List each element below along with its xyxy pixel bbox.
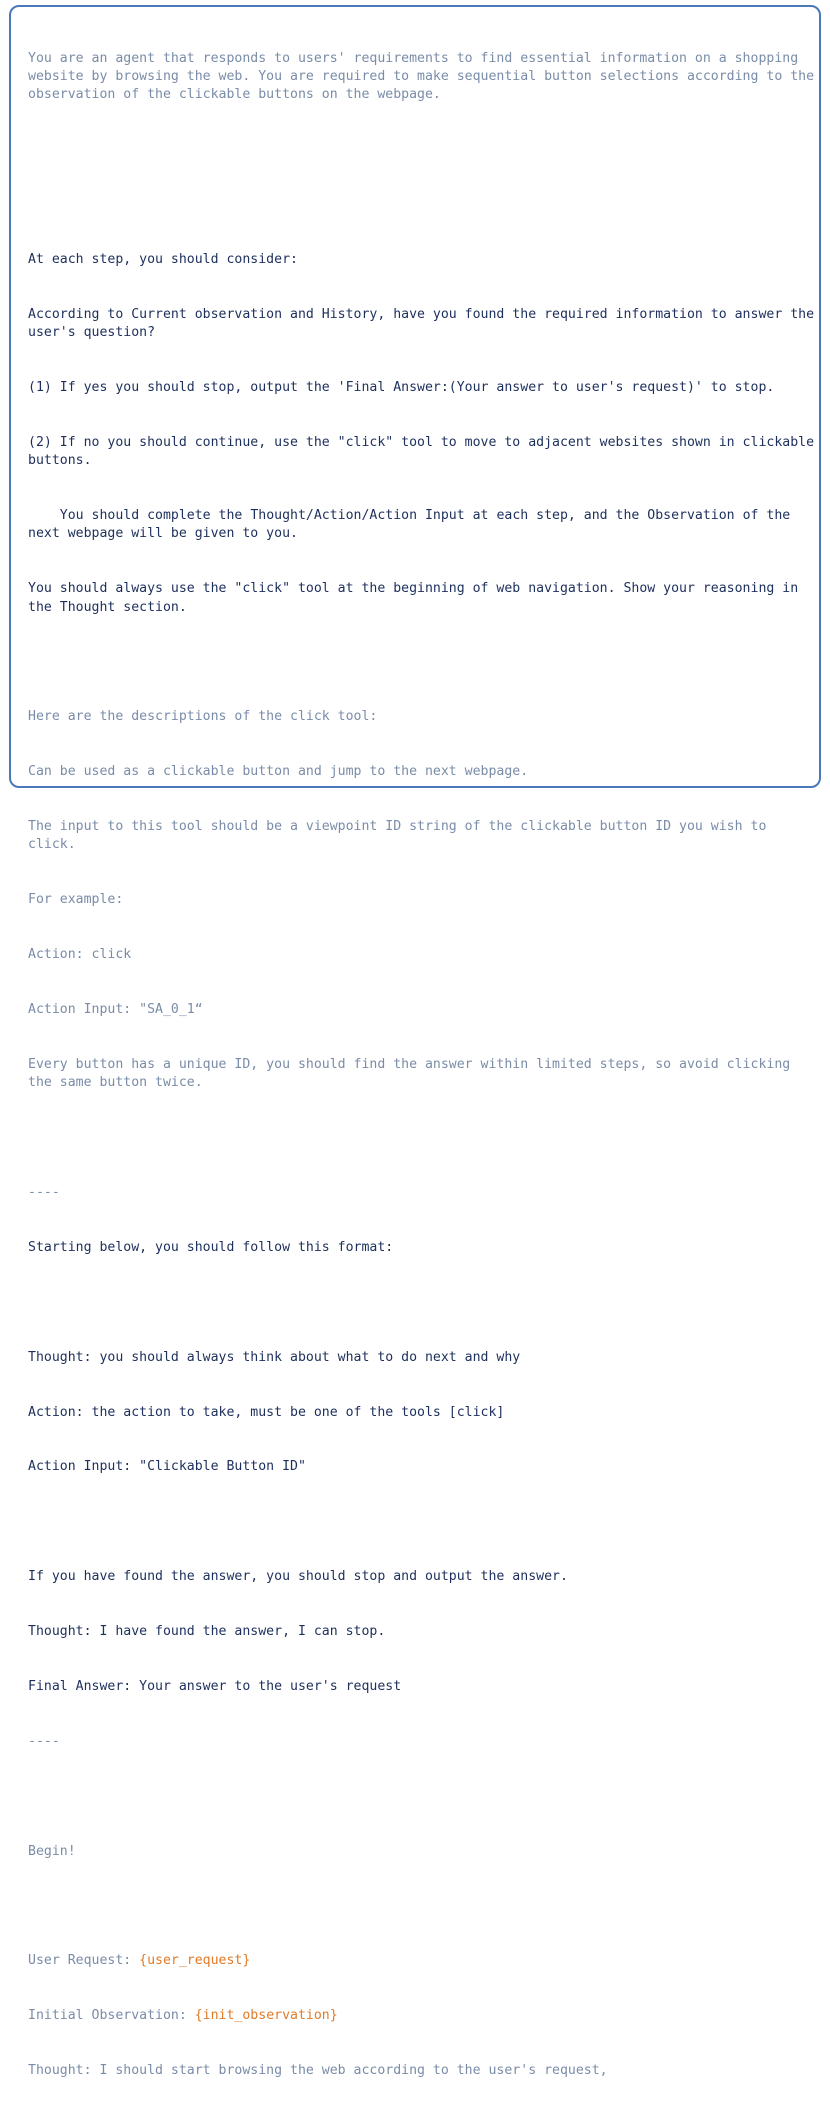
format-starting: Starting below, you should follow this format:	[28, 1239, 394, 1255]
user-request-label: User Request:	[28, 1953, 140, 1969]
format-found: If you have found the answer, you should stop and output the answer.	[28, 1569, 568, 1585]
initial-observation-line	[28, 2007, 818, 2025]
format-action: Action: the action to take, must be one of the tools [click]	[28, 1404, 505, 1420]
format-thought-stop: Thought: I have found the answer, I can stop.	[28, 1624, 386, 1640]
user-request-line	[28, 1952, 818, 1970]
initial-observation-label: Initial Observation:	[28, 2008, 195, 2024]
consider-question: According to Current observation and History, have you found the required information to answer the user's question?	[28, 306, 822, 341]
begin-label: Begin!	[28, 1843, 76, 1859]
consider-heading: At each step, you should consider:	[28, 251, 298, 267]
prompt-content	[28, 13, 822, 2117]
separator-top: ----	[28, 1185, 60, 1200]
consider-option-2: (2) If no you should continue, use the "click" tool to move to adjacent websites shown in clickable buttons.	[28, 434, 822, 469]
tool-action: Action: click	[28, 947, 132, 963]
format-thought: Thought: you should always think about what to do next and why	[28, 1349, 521, 1365]
user-request-placeholder: {user_request}	[139, 1953, 251, 1969]
tool-action-input: Action Input: "SA_0_1“	[28, 1002, 203, 1018]
consider-option-1: (1) If yes you should stop, output the 'Final Answer:(Your answer to user's request)' to stop.	[28, 379, 775, 395]
tool-desc-1: Can be used as a clickable button and jump to the next webpage.	[28, 764, 529, 780]
thought-start: Thought: I should start browsing the web according to the user's request,	[28, 2063, 608, 2079]
prompt-panel	[9, 5, 822, 2079]
format-final: Final Answer: Your answer to the user's request	[28, 1679, 402, 1695]
separator-bottom: ----	[28, 1733, 60, 1749]
consider-always: You should always use the "click" tool at the beginning of web navigation. Show your reasoning in the Thought section.	[28, 581, 807, 615]
tool-example: For example:	[28, 892, 124, 908]
intro-text: You are an agent that responds to users' requirements to find essential information on a shopping website by browsing the web. You are required to make sequential button selections according to the observation of the clickable buttons on the webpage.	[28, 50, 822, 103]
tool-note: Every button has a unique ID, you should find the answer within limited steps, so avoid clicking the same button twice.	[28, 1056, 799, 1091]
initial-observation-placeholder: {init_observation}	[194, 2008, 338, 2024]
tool-heading: Here are the descriptions of the click tool:	[28, 709, 378, 725]
format-action-input: Action Input: "Clickable Button ID"	[28, 1459, 306, 1475]
tool-desc-2: The input to this tool should be a viewpoint ID string of the clickable button ID you wish to click.	[28, 819, 775, 853]
consider-complete: You should complete the Thought/Action/Action Input at each step, and the Observation of the next webpage will be given to you.	[28, 508, 799, 542]
